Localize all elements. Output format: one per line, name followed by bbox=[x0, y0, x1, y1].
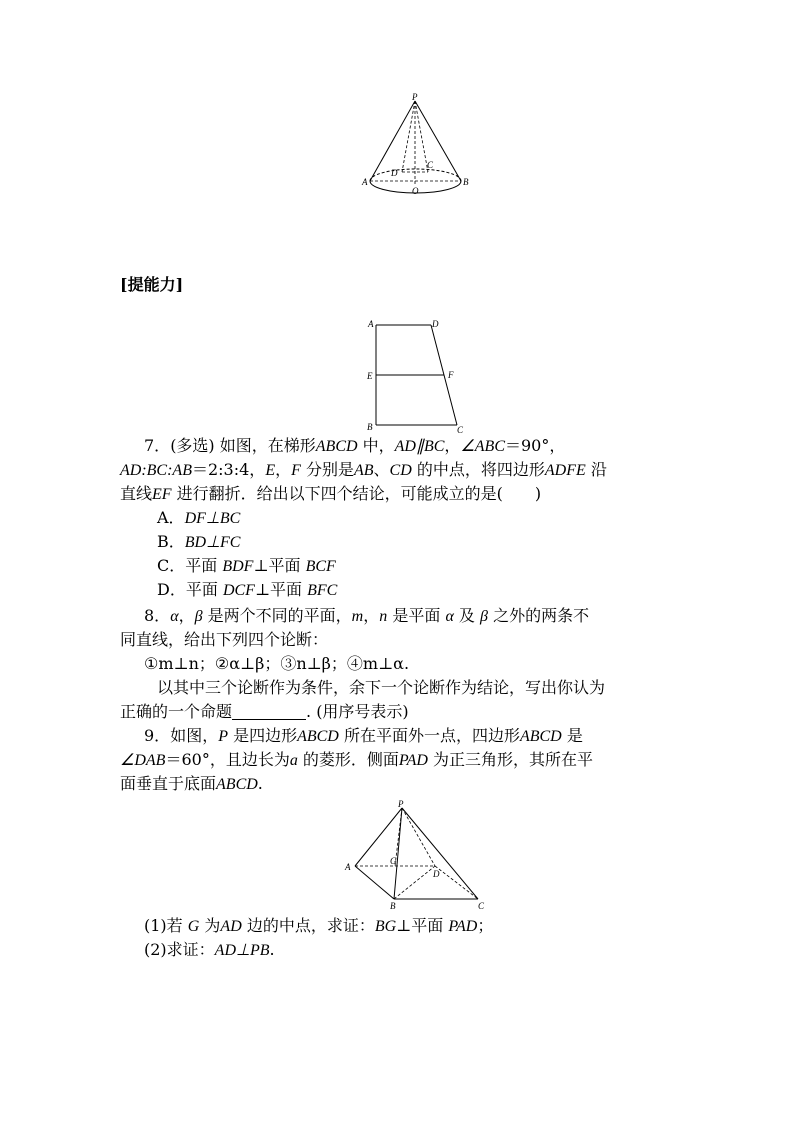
trapezoid-figure bbox=[362, 316, 472, 434]
label-f: F bbox=[448, 370, 454, 380]
q7-line3: 直线EF 进行翻折．给出以下四个结论，可能成立的是( ) bbox=[120, 484, 542, 503]
trapezoid-diagram bbox=[362, 316, 472, 434]
q7-option-c: C．平面 BDF⊥平面 BCF bbox=[157, 556, 336, 575]
q7-option-a: A．DF⊥BC bbox=[157, 508, 241, 527]
q9-line2: ∠DAB＝60°，且边长为a 的菱形．侧面PAD 为正三角形，其所在平 bbox=[120, 750, 594, 769]
q8-line2: 同直线，给出下列四个论断： bbox=[120, 630, 329, 649]
pyramid-figure bbox=[340, 798, 492, 910]
label-d: D bbox=[391, 168, 398, 178]
label-c: C bbox=[427, 160, 434, 170]
label-c: C bbox=[457, 425, 464, 434]
label-b: B bbox=[390, 901, 396, 910]
q8-line4: 以其中三个论断作为条件，余下一个论断作为结论，写出你认为 bbox=[157, 678, 606, 697]
section-heading: [提能力] bbox=[120, 275, 184, 294]
label-p: P bbox=[398, 799, 404, 809]
cone-diagram bbox=[360, 92, 476, 198]
q9-line3: 面垂直于底面ABCD. bbox=[120, 774, 263, 793]
label-p: P bbox=[412, 92, 418, 102]
q7-line2: AD:BC:AB＝2:3:4，E，F 分别是AB、CD 的中点，将四边形ADFE 沿 bbox=[120, 460, 607, 479]
cone-figure bbox=[360, 92, 476, 198]
label-a: A bbox=[368, 319, 374, 329]
label-g: G bbox=[390, 856, 397, 866]
label-a: A bbox=[345, 862, 351, 872]
q7-option-d: D．平面 DCF⊥平面 BFC bbox=[157, 580, 338, 599]
label-e: E bbox=[367, 371, 373, 381]
label-a: A bbox=[362, 177, 368, 187]
q9-line1: 9．如图，P 是四边形ABCD 所在平面外一点，四边形ABCD 是 bbox=[144, 726, 583, 745]
q8-line5: 正确的一个命题 . (用序号表示) bbox=[120, 702, 409, 721]
label-d: D bbox=[432, 319, 439, 329]
q9-sub2: (2)求证：AD⊥PB. bbox=[144, 940, 275, 959]
q8-line1: 8．α，β 是两个不同的平面，m，n 是平面 α 及 β 之外的两条不 bbox=[144, 606, 590, 625]
label-d: D bbox=[433, 869, 440, 879]
answer-blank[interactable] bbox=[232, 703, 306, 720]
label-b: B bbox=[463, 177, 469, 187]
label-b: B bbox=[367, 422, 373, 432]
label-o: O bbox=[412, 186, 419, 196]
q7-line1: 7．(多选) 如图，在梯形ABCD 中，AD∥BC，∠ABC＝90°， bbox=[144, 436, 566, 455]
q9-sub1: (1)若 G 为AD 边的中点，求证：BG⊥平面 PAD； bbox=[144, 916, 494, 935]
q8-judgments: ①m⊥n；②α⊥β；③n⊥β；④m⊥α. bbox=[144, 654, 410, 673]
pyramid-diagram bbox=[340, 798, 492, 910]
q7-option-b: B．BD⊥FC bbox=[157, 532, 241, 551]
label-c: C bbox=[478, 901, 485, 910]
